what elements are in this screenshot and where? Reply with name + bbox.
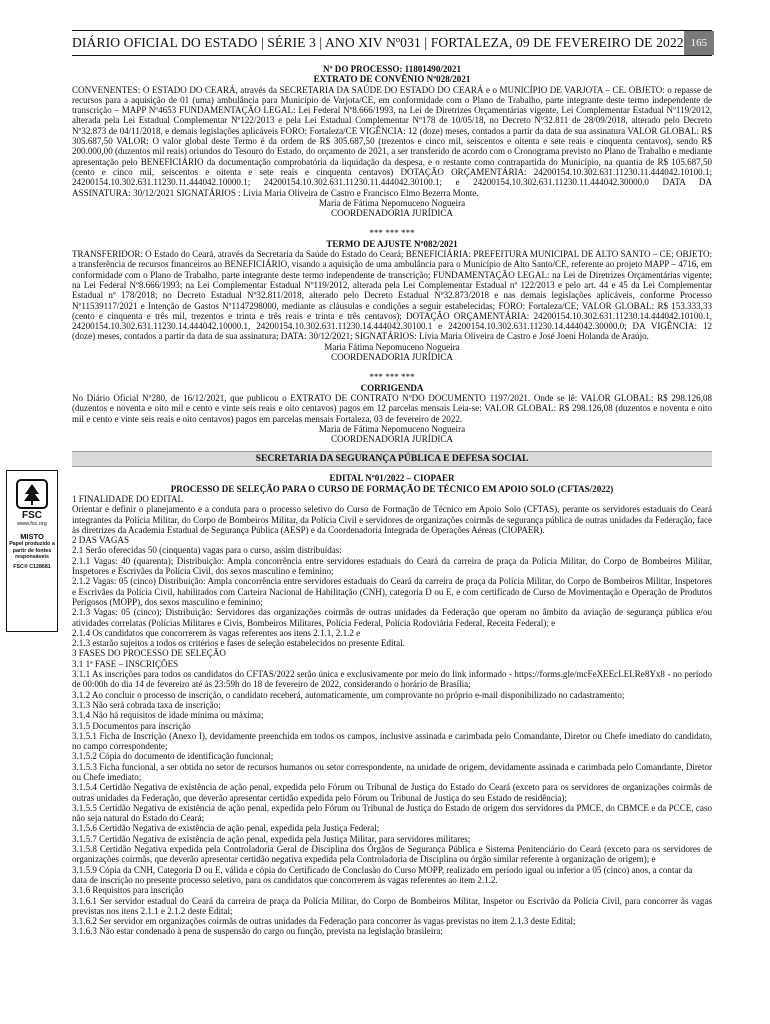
edital-line: 3.1.6 Requisitos para inscrição xyxy=(72,885,184,896)
edital-line: 3.1.3 Não será cobrada taxa de inscrição; xyxy=(72,699,221,710)
edital-line: 1 FINALIDADE DO EDITAL xyxy=(72,493,184,504)
convenio-department: COORDENADORIA JURÍDICA xyxy=(331,208,453,219)
edital-line: 3.1.6.1 Ser servidor estadual do Ceará da carreira de praça da Polícia Militar, do Corpo de Bombeiros Militar, Inspetor ou Escrivão da Polícia Civil, para concorrer às vagas previstas nos itens 2.1.1 e 2.1.2 deste Edital; xyxy=(72,895,712,916)
edital-line: 3.1 1ª FASE – INSCRIÇÕES xyxy=(72,658,179,669)
page-content xyxy=(72,64,712,937)
edital-line: 3 FASES DO PROCESSO DE SELEÇÃO xyxy=(72,648,226,659)
edital-line: 3.1.5.1 Ficha de Inscrição (Anexo I), devidamente preenchida em todos os campos, inclusive assinada e carimbada pelo Comandante, Diretor ou Chefe imediato do candidato, no campo correspondente; xyxy=(72,730,712,752)
page-number: 165 xyxy=(684,31,714,55)
corrigenda-department: COORDENADORIA JURÍDICA xyxy=(331,434,453,445)
corrigenda-signatory: Maria de Fátima Nepomuceno Nogueira xyxy=(318,423,466,434)
fsc-misto: MISTO xyxy=(20,532,44,541)
edital-line: 3.1.5.8 Certidão Negativa expedida pela Controladoria Geral de Disciplina dos Órgãos de Segurança Pública e Sistema Penitenciário do Ceará (exceto para os servidores de organizações coirmãs, que deverão apresentar certidão negativa expedida pela Controladoria de Disciplina ou órgão similar referente à organização de origem); e xyxy=(72,844,712,865)
header-title: DIÁRIO OFICIAL DO ESTADO | SÉRIE 3 | ANO XIV Nº031 | FORTALEZA, 09 DE FEVEREIRO DE 2022 xyxy=(72,35,684,50)
edital-title: EDITAL Nº01/2022 – CIOPAER xyxy=(329,473,455,484)
termo-title: TERMO DE AJUSTE Nº082/2021 xyxy=(326,238,458,249)
separator: *** *** *** xyxy=(369,372,415,383)
edital-line: 2.1.3 Vagas: 05 (cinco); Distribuição: Servidores das organizações coirmãs de outras unidades da Federação que operam no âmbito da aviação de segurança pública e/ou atividades correlatas (Polícias Militares e Civis, Bombeiros Militares, Polícia Federal, Polícia Rodoviária Federal, Receita Federal); e xyxy=(72,607,712,628)
fsc-brand: FSC xyxy=(22,510,42,521)
edital-line: 3.1.5.9 Cópia da CNH, Categoria D ou E, válida e cópia do Certificado de Conclusão do Curso MOPP, realizado em período igual ou inferior a 05 (cinco) anos, a contar da xyxy=(72,864,693,875)
edital-subtitle: PROCESSO DE SELEÇÃO PARA O CURSO DE FORMAÇÃO DE TÉCNICO EM APOIO SOLO (CFTAS/2022) xyxy=(170,483,614,494)
edital-line: 3.1.5.7 Certidão Negativa de existência de ação penal, expedida pela Justiça Militar, para servidores militares; xyxy=(72,833,471,844)
fsc-seal xyxy=(6,470,58,632)
edital-line: Orientar e definir o planejamento e a conduta para o processo seletivo do Curso de Formação de Técnico em Apoio Solo (CFTAS), perante os servidores estaduais do Ceará integrantes da Polícia Militar, do Corpo de Bombeiros Militar, da Polícia Civil e servidores de organizações coirmãs de segurança pública de outras unidades da Federação, face às diretrizes da Academia Estadual de Segurança Pública (AESP) e da Coordenadoria Integrada de Operações Aéreas (CIOPAER). xyxy=(72,504,712,535)
termo-body: TRANSFERIDOR: O Estado do Ceará, através da Secretaria da Saúde do Estado do Ceará; BENEFICIÁRIA: PREFEITURA MUNICIPAL DE ALTO SANTO – CE; OBJETO: a transferência de recursos financeiros ao BENEFICIÁRIO, visando a aquisição de uma ambulância para o Município de Alto Santo/CE, referente ao projeto MAPP – 4716, em conformidade com o Plano de Trabalho, parte integrante deste termo independente de transcrição; FUNDAMENTAÇÃO LEGAL: na Lei de Diretrizes Orçamentárias vigente; na Lei Federal Nº8.666/1993; na Lei Complementar Estadual Nº119/2012, alterada pela Lei Complementar Estadual nº 122/2013 e pelo art. 44 e 45 da Lei Complementar Estadual nº 178/2018; no Decreto Estadual Nº32.811/2018, alterado pelo Decreto Estadual Nº32.873/2018 e nas demais legislações aplicáveis, conforme Processo Nº11539117/2021 e Intenção de Gastos Nº1147298000, mediante as cláusulas e condições a seguir estabelecidas; FORO: Fortaleza/CE; VALOR GLOBAL: R$ 153.333,33 (cento e cinquenta e três mil, trezentos e trinta e três reais e trinta e três centavos); DOTAÇÃO ORÇAMENTÁRIA: 24200154.10.302.631.11230.14.444042.10100.1, 24200154.10.302.631.11230.14.444042.10000.1, 24200154.10.302.631.11230.14.444042.30100.1 e 24200154.10.302.631.11230.14.444042.30000.0; DA VIGÊNCIA: 12 (doze) meses, contados a partir da data de sua assinatura; DATA: 30/12/2021; SIGNATÁRIOS: Lívia Maria Oliveira de Castro e José Joeni Holanda de Araújo. xyxy=(72,249,712,342)
process-number: Nº DO PROCESSO: 11801490/2021 xyxy=(323,64,461,74)
fsc-code: FSC® C128681 xyxy=(13,563,51,570)
page-header xyxy=(72,30,712,56)
edital-line: 3.1.6.3 Não estar condenado à pena de suspensão do cargo ou função, prevista na legislação brasileira; xyxy=(72,926,443,937)
termo-department: COORDENADORIA JURÍDICA xyxy=(331,352,453,363)
section-heading: SECRETARIA DA SEGURANÇA PÚBLICA E DEFESA SOCIAL xyxy=(72,451,712,467)
edital-line: 2.1.4 Os candidatos que concorrerem às vagas referentes aos itens 2.1.1, 2.1.2 e xyxy=(72,627,361,638)
edital-line: 2.1.1 Vagas: 40 (quarenta); Distribuição: Ampla concorrência entre servidores estaduais do Ceará da carreira de praça da Polícia Militar, do Corpo de Bombeiros Militar, Inspetores e Escrivães da Polícia Civil, dos sexos masculino e feminino; xyxy=(72,555,712,577)
edital-line: data de inscrição no presente processo seletivo, para os candidatos que concorrerem às vagas referentes ao item 2.1.2. xyxy=(72,874,498,885)
edital-line: 2.1.2 Vagas: 05 (cinco) Distribuição: Ampla concorrência entre servidores estaduais do Ceará da carreira de praça da Polícia Militar, do Corpo de Bombeiros Militar, Inspetores e Escrivães da Polícia Civil, habilitados com Carteira Nacional de Habilitação (CNH), categoria D ou E, e com certificado de Curso de Movimentação e Operação de Produtos Perigosos (MOPP), dos sexos masculino e feminino; xyxy=(72,576,712,607)
convenio-body: CONVENENTES: O ESTADO DO CEARÁ, através da SECRETARIA DA SAÚDE DO ESTADO DO CEARÁ e o MUNICÍPIO DE VARJOTA – CE. OBJETO: o repasse de recursos para a aquisição de 01 (uma) ambulância para Município de Varjota/CE, em conformidade com o Plano de Trabalho, parte integrante deste termo independente de transcrição – MAPP Nº4653 FUNDAMENTAÇÃO LEGAL: Lei Federal Nº8.666/1993, na Lei de Diretrizes Orçamentárias vigente, Lei Complementar Estadual Nº119/2012, alterada pela Lei Estadual Complementar Nº122/2013 e pela Lei Estadual Complementar Nº178 de 10/05/18, no Decreto Nº32.811 de 28/09/2018, alterado pelo Decreto Nº32.873 de 04/11/2018, e demais legislações aplicáveis FORO: Fortaleza/CE VIGÊNCIA: 12 (doze) meses, contados a partir da data de sua assinatura VALOR GLOBAL: R$ 305.687,50 VALOR: O valor global deste Termo é da ordem de R$ 305.687,50 (trezentos e cinco mil, seiscentos e oitenta e sete reais e cinquenta centavos), sendo R$ 200.000,00 (duzentos mil reais) oriundos do Tesouro do Estado, do orçamento de 2021, a ser transferido de acordo com o Cronograma previsto no Plano de Trabalho e mediante apresentação pelo BENEFICIÁRIO da documentação comprobatória da liquidação da despesa, e o restante como contrapartida do Município, na quantia de R$ 105.687,50 (cento e cinco mil, seiscentos e oitenta e sete reais e cinquenta centavos) DOTAÇÃO ORÇAMENTÁRIA: 24200154.10.302.631.11230.11.444042.10100.1; 24200154.10.302.631.11230.11.444042.10000.1; 24200154.10.302.631.11230.11.444042.30100.1; e 24200154.10.302.631.11230.11.444042.30000.0 DATA DA ASSINATURA: 30/12/2021 SIGNATÁRIOS : Lívia Maria Oliveira de Castro e Francisco Elmo Bezerra Monte. xyxy=(72,84,712,198)
edital-line: 3.1.5.2 Cópia do documento de identificação funcional; xyxy=(72,751,274,762)
termo-signatory: Maria Fátima Nepomuceno Nogueira xyxy=(324,341,460,352)
edital-body xyxy=(72,494,712,937)
edital-line: 3.1.4 Não há requisitos de idade mínima ou máxima; xyxy=(72,710,264,721)
separator: *** *** *** xyxy=(369,228,415,239)
edital-line: 3.1.2 Ao concluir o processo de inscrição, o candidato receberá, automaticamente, um comprovante no próprio e-mail disponibilizado no cadastramento; xyxy=(72,689,625,700)
fsc-url: www.fsc.org xyxy=(17,521,47,527)
edital-line: 3.1.5.5 Certidão Negativa de existência de ação penal, expedida pelo Fórum ou Tribunal de Justiça do Estado de origem dos servidores da PMCE, do CBMCE e da PCCE, caso não seja natural do Estado do Ceará; xyxy=(72,802,712,824)
convenio-signatory: Maria de Fátima Nepomuceno Nogueira xyxy=(318,197,466,208)
fsc-tree-icon xyxy=(16,479,48,509)
convenio-title: EXTRATO DE CONVÊNIO Nº028/2021 xyxy=(313,74,471,85)
edital-line: 3.1.5.4 Certidão Negativa de existência de ação penal, expedida pelo Fórum ou Tribunal de Justiça do Estado do Ceará (exceto para os servidores de organizações coirmãs de outras unidades da Federação, que deverão apresentar certidão expedida pelo Fórum ou Tribunal de Justiça do seu Estado de residência); xyxy=(72,782,712,803)
edital-line: 3.1.1 As inscrições para todos os candidatos do CFTAS/2022 serão única e exclusivamente por meio do link informado - https://forms.gle/mcFeXEEcLELRe8Yx8 - no período de 00:00h do dia 14 de fevereiro até às 23:59h do 18 de fevereiro de 2022, considerando o horário de Brasília; xyxy=(72,669,712,690)
fsc-description: Papel produzido a partir de fontes responsáveis xyxy=(9,541,55,560)
edital-line: 2 DAS VAGAS xyxy=(72,535,129,546)
corrigenda-body: No Diário Oficial Nº280, de 16/12/2021, que publicou o EXTRATO DE CONTRATO NºDO DOCUMENTO 1197/2021. Onde se lê: VALOR GLOBAL: R$ 298.126,08 (duzentos e noventa e oito mil e cento e vinte seis reais e oito centavos) pagos em 12 parcelas mensais Leia-se: VALOR GLOBAL: R$ 298.126,08 (duzentos e noventa e oito mil e cento e vinte seis reais e oito centavos) pagos em parcelas mensais Fortaleza, 03 de fevereiro de 2022. xyxy=(72,392,712,424)
edital-line: 2.1.3 estarão sujeitos a todos os critérios e fases de seleção estabelecidos no presente Edital. xyxy=(72,638,405,649)
corrigenda-title: CORRIGENDA xyxy=(360,382,424,393)
edital-line: 3.1.6.2 Ser servidor em organizações coirmãs de outras unidades da Federação para concorrer às vagas previstas no item 2.1.3 deste Edital; xyxy=(72,916,576,927)
edital-line: 3.1.5 Documentos para inscrição xyxy=(72,720,191,731)
edital-line: 2.1 Serão oferecidas 50 (cinquenta) vagas para o curso, assim distribuídas: xyxy=(72,545,342,556)
edital-line: 3.1.5.3 Ficha funcional, a ser obtida no setor de recursos humanos ou setor correspondente, na unidade de origem, devidamente assinada e carimbada pelo Comandante, Diretor ou Chefe imediato; xyxy=(72,761,712,782)
edital-line: 3.1.5.6 Certidão Negativa de existência de ação penal, expedida pela Justiça Federal; xyxy=(72,823,380,834)
